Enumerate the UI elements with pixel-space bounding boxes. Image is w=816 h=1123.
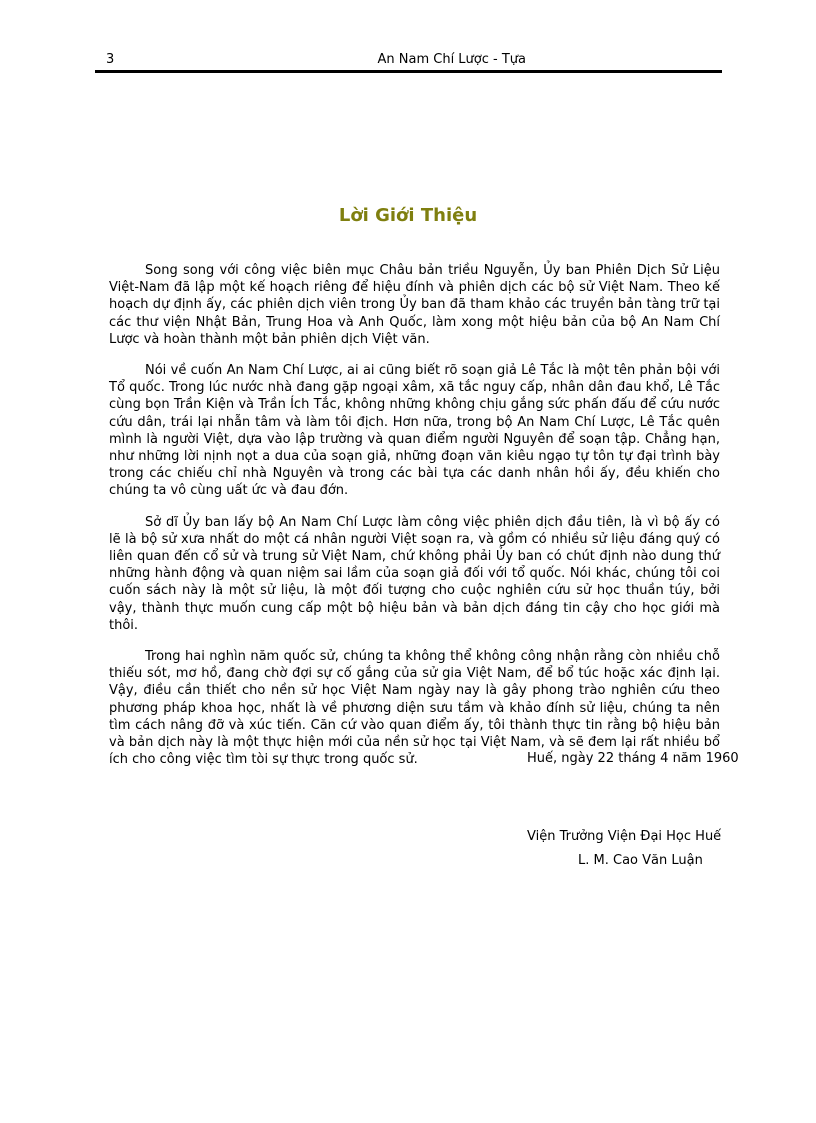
page-header [95,50,722,73]
signature-name: L. M. Cao Văn Luận [578,853,703,868]
page-number: 3 [106,52,115,67]
paragraph: Nói về cuốn An Nam Chí Lược, ai ai cũng biết rõ soạn giả Lê Tắc là một tên phản bội với Tổ quốc. Trong lúc nước nhà đang gặp ngoại xâm, xã tắc nguy cấp, nhân dân đau khổ, Lê Tắc cùng bọn Trần Kiện và Trần Ích Tắc, không những không chịu gắng sức phấn đấu để cứu nước cứu dân, trái lại nhẫn tâm và làm tôi địch. Hơn nữa, trong bộ An Nam Chí Lược, Lê Tắc quên mình là người Việt, dựa vào lập trường và quan điểm người Nguyên để soạn tập. Chẳng hạn, như những lời nịnh nọt a dua của soạn giả, những đoạn văn kiêu ngạo tự tôn tự đại trình bày trong các chiếu chỉ nhà Nguyên và trong các bài tựa các danh nhân hồi ấy, đều khiến cho chúng ta vô cùng uất ức và đau đớn. [109,363,720,499]
paragraph: Song song với công việc biên mục Châu bản triều Nguyễn, Ủy ban Phiên Dịch Sử Liệu Việt-Nam đã lập một kế hoạch riêng để hiệu đính và phiên dịch các bộ sử Việt Nam. Theo kế hoạch dự định ấy, các phiên dịch viên trong Ủy ban đã tham khảo các truyền bản tàng trữ tại các thư viện Nhật Bản, Trung Hoa và Anh Quốc, làm xong một hiệu bản của bộ An Nam Chí Lược và hoàn thành một bản phiên dịch Việt văn. [109,263,720,347]
page-title: Lời Giới Thiệu [338,205,478,226]
body-text [109,262,720,782]
date-line: Huế, ngày 22 tháng 4 năm 1960 [527,751,739,766]
paragraph: Trong hai nghìn năm quốc sử, chúng ta không thể không công nhận rằng còn nhiều chỗ thiếu sót, mơ hồ, đang chờ đợi sự cố gắng của sử gia Việt Nam, để bổ túc hoặc xác định lại. Vậy, điều cần thiết cho nền sử học Việt Nam ngày nay là gây phong trào nghiên cứu theo phương pháp khoa học, nhất là về phương diện sưu tầm và khảo đính sử liệu, chúng ta nên tìm cách nâng đỡ và xúc tiến. Căn cứ vào quan điểm ấy, tôi thành thực tin rằng bộ hiệu bản và bản dịch này là một thực hiện mới của nền sử học tại Việt Nam, và sẽ đem lại rất nhiều bổ ích cho công việc tìm tòi sự thực trong quốc sử. [109,649,720,768]
signature-title: Viện Trưởng Viện Đại Học Huế [527,829,722,844]
paragraph: Sở dĩ Ủy ban lấy bộ An Nam Chí Lược làm công việc phiên dịch đầu tiên, là vì bộ ấy có lẽ là bộ sử xưa nhất do một cá nhân người Việt soạn ra, và gồm có nhiều sử liệu đáng quý có liên quan đến cổ sử và trung sử Việt Nam, chứ không phải Ủy ban có chút định nào dung thứ những hành động và quan niệm sai lầm của soạn giả đối với tổ quốc. Nói khác, chúng tôi coi cuốn sách này là một sử liệu, là một đối tượng cho cuộc nghiên cứu sử học thuần túy, bởi vậy, thành thực muốn cung cấp một bộ hiệu bản và bản dịch đáng tin cậy cho học giới mà thôi. [109,514,720,633]
running-title: An Nam Chí Lược - Tựa [377,52,526,67]
